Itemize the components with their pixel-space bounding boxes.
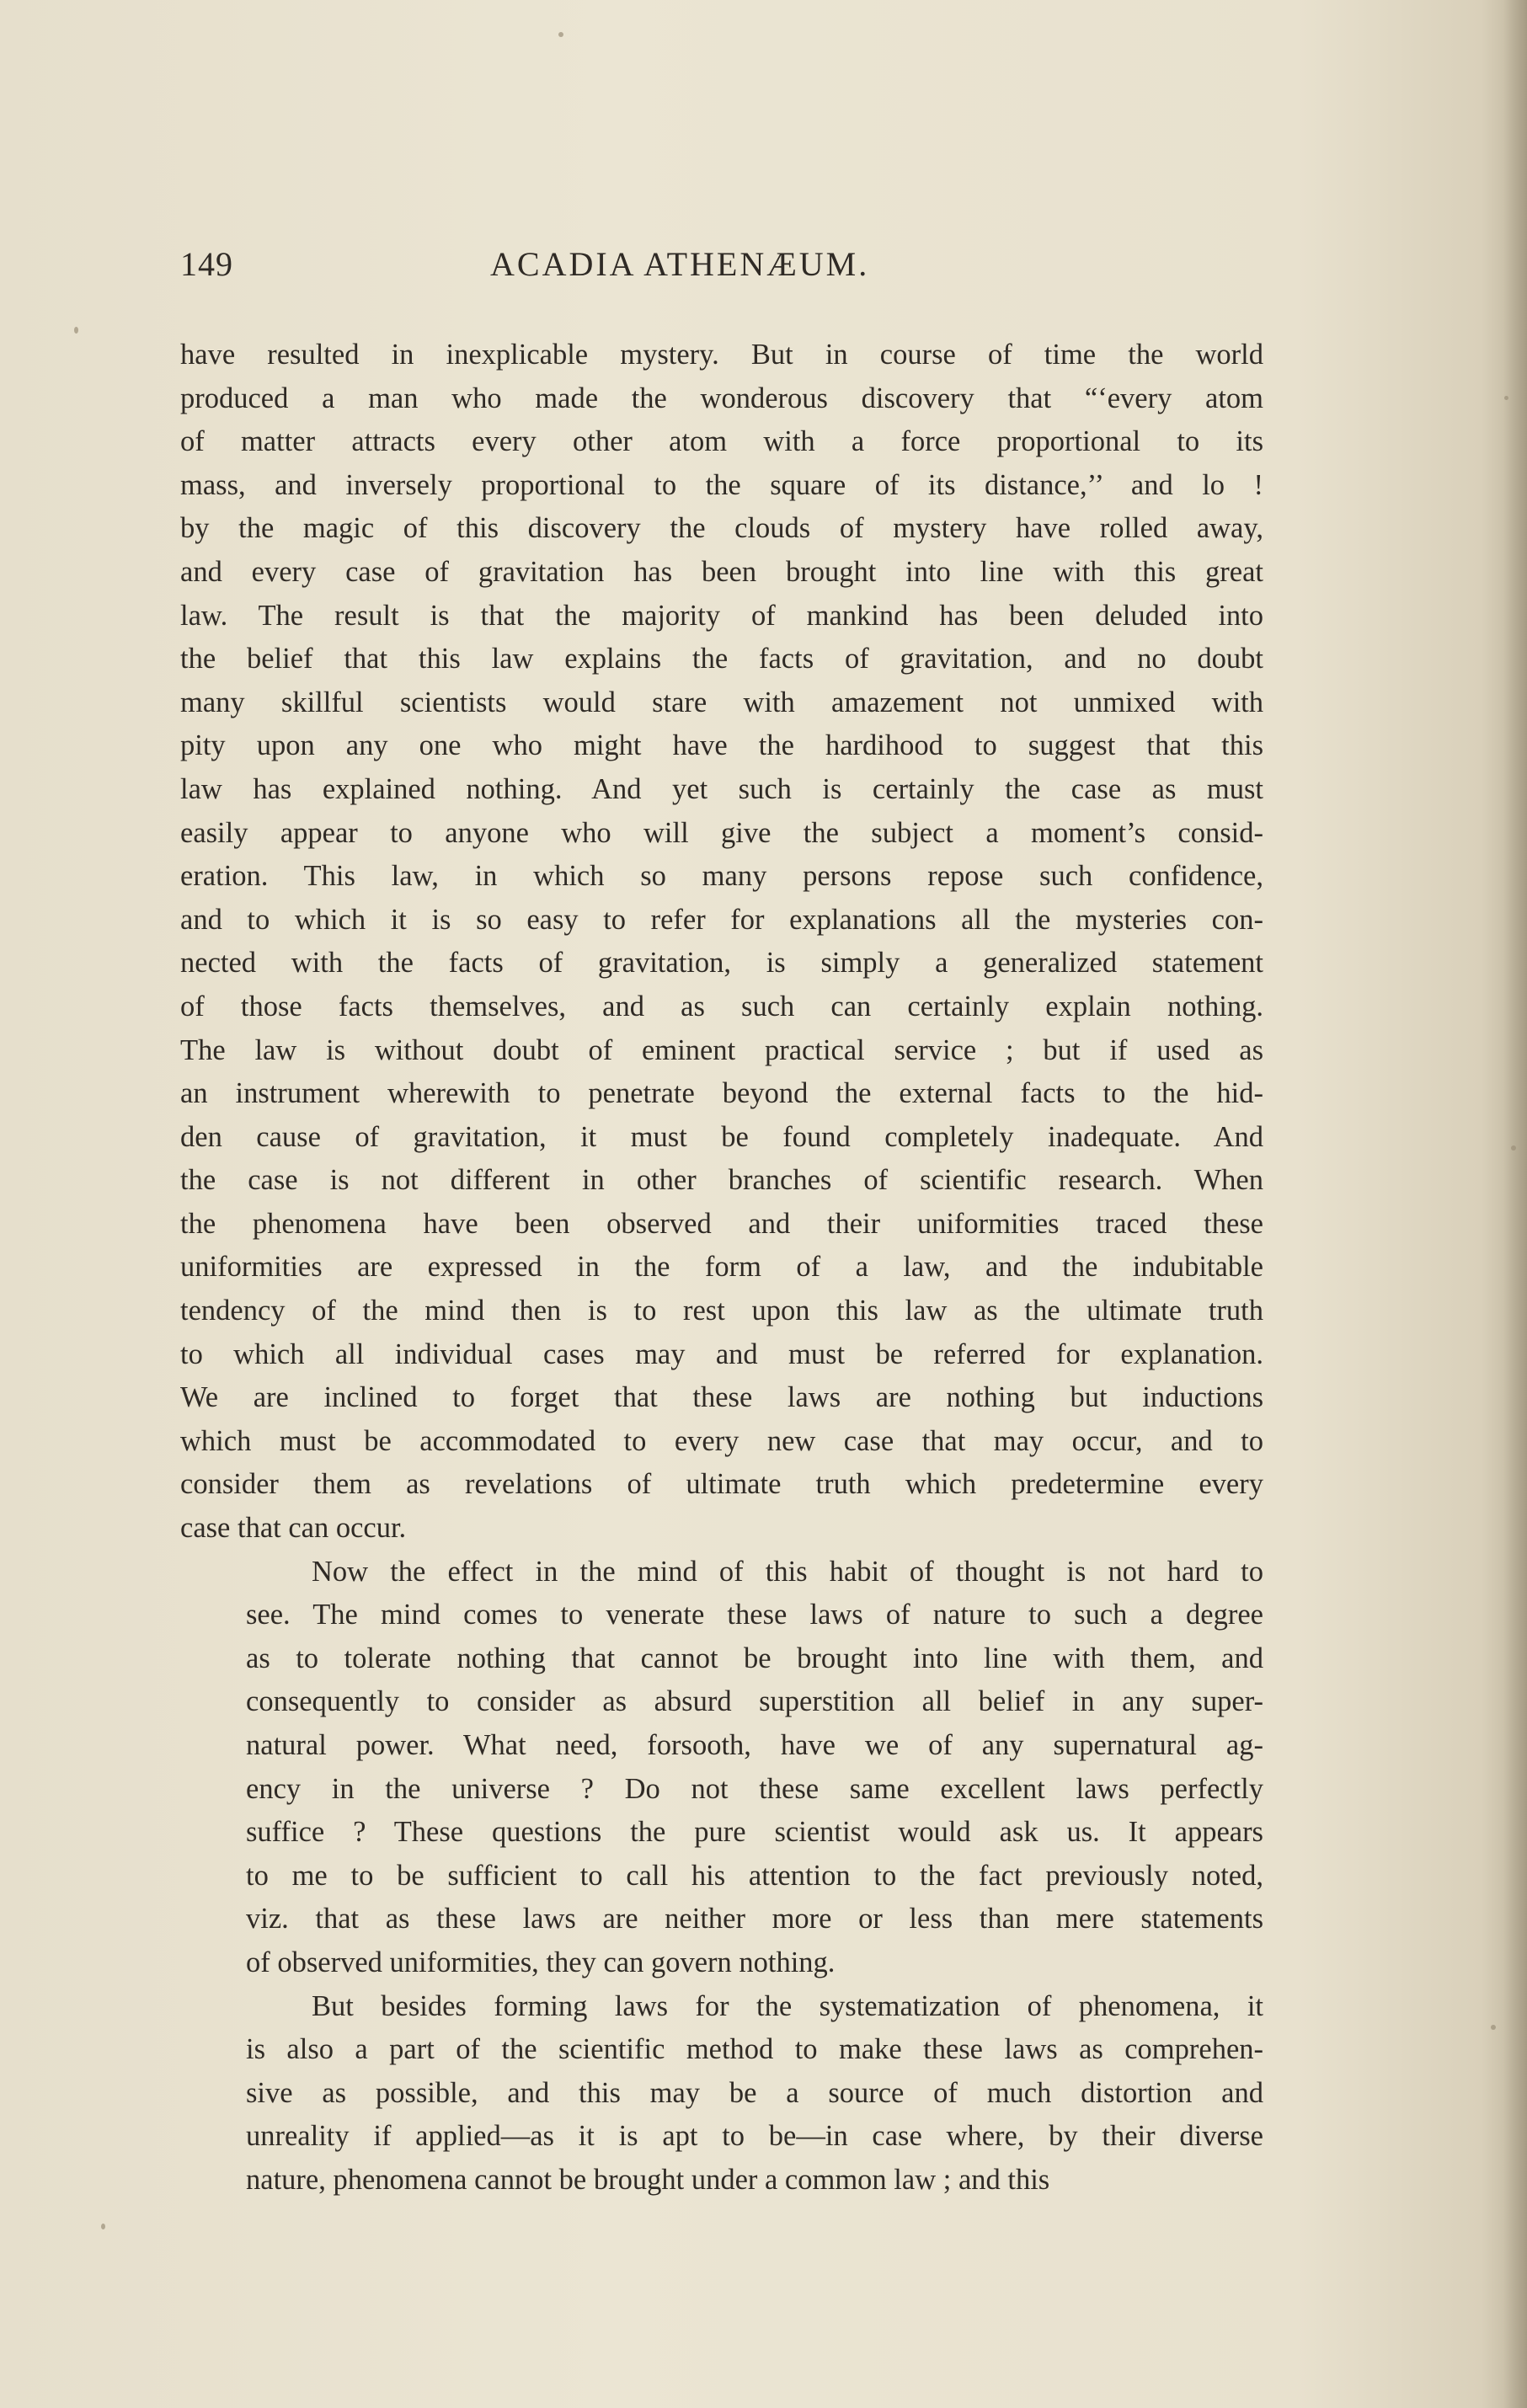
text-line: as to tolerate nothing that cannot be brought into line with them, and [246, 1642, 1263, 1674]
text-line: consequently to consider as absurd superstition all belief in any super- [246, 1685, 1263, 1718]
text-line: to which all individual cases may and must be referred for explanation. [180, 1337, 1263, 1370]
text-line: tendency of the mind then is to rest upon this law as the ultimate truth [180, 1295, 1263, 1327]
text-line: The law is without doubt of eminent practical service ; but if used as [180, 1033, 1263, 1066]
paragraph [180, 1985, 1263, 2202]
page-edge-shadow [1503, 0, 1527, 2408]
text-line: by the magic of this discovery the clouds of mystery have rolled away, [180, 512, 1263, 545]
paragraph [180, 334, 1263, 1551]
text-line: We are inclined to forget that these laws are nothing but inductions [180, 1381, 1263, 1414]
paper-speck [558, 32, 563, 37]
text-line: nected with the facts of gravitation, is simply a generalized statement [180, 947, 1263, 980]
text-line: and every case of gravitation has been brought into line with this great [180, 555, 1263, 588]
text-line: easily appear to anyone who will give the subject a moment’s consid- [180, 816, 1263, 849]
text-line: sive as possible, and this may be a source of much distortion and [246, 2076, 1263, 2109]
paper-speck [101, 2224, 105, 2229]
text-line: nature, phenomena cannot be brought under a common law ; and this [246, 2163, 1050, 2196]
text-line: of those facts themselves, and as such can certainly explain nothing. [180, 990, 1263, 1022]
text-line: case that can occur. [180, 1512, 407, 1545]
text-line: natural power. What need, forsooth, have we of any supernatural ag- [246, 1729, 1263, 1761]
text-line: the case is not different in other branches of scientific research. When [180, 1164, 1263, 1197]
text-line: But besides forming laws for the systematization of phenomena, it [312, 1989, 1263, 2022]
text-line: den cause of gravitation, it must be found completely inadequate. And [180, 1120, 1263, 1153]
text-line: law has explained nothing. And yet such is certainly the case as must [180, 772, 1263, 805]
text-line: eration. This law, in which so many persons repose such confidence, [180, 860, 1263, 893]
running-title: ACADIA ATHENÆUM. [490, 245, 870, 283]
text-line: mass, and inversely proportional to the square of its distance,’’ and lo ! [180, 468, 1263, 501]
paper-speck [1511, 1145, 1516, 1151]
paper-speck [74, 327, 78, 334]
body-text [180, 334, 1263, 2202]
text-line: viz. that as these laws are neither more or less than mere statements [246, 1903, 1263, 1935]
text-line: produced a man who made the wonderous discovery that “‘every atom [180, 382, 1263, 414]
text-line: many skillful scientists would stare with amazement not unmixed with [180, 686, 1263, 718]
text-line: and to which it is so easy to refer for explanations all the mysteries con- [180, 903, 1263, 936]
paper-speck [1504, 396, 1508, 400]
text-line: uniformities are expressed in the form of a law, and the indubitable [180, 1251, 1263, 1284]
text-line: which must be accommodated to every new case that may occur, and to [180, 1424, 1263, 1457]
text-line: of observed uniformities, they can govern nothing. [246, 1946, 836, 1978]
text-line: suffice ? These questions the pure scientist would ask us. It appears [246, 1816, 1263, 1849]
paper-speck [1491, 2025, 1496, 2030]
text-line: see. The mind comes to venerate these laws of nature to such a degree [246, 1599, 1263, 1631]
text-line: is also a part of the scientific method to make these laws as comprehen- [246, 2033, 1263, 2066]
text-line: law. The result is that the majority of mankind has been deluded into [180, 599, 1263, 632]
page-number: 149 [180, 245, 233, 283]
text-line: pity upon any one who might have the hardihood to suggest that this [180, 729, 1263, 762]
text-line: Now the effect in the mind of this habit of thought is not hard to [312, 1555, 1263, 1588]
text-line: an instrument wherewith to penetrate beyond the external facts to the hid- [180, 1077, 1263, 1110]
page-header [180, 244, 1267, 295]
text-line: unreality if applied—as it is apt to be—in case where, by their diverse [246, 2120, 1263, 2153]
text-line: to me to be sufficient to call his attention to the fact previously noted, [246, 1859, 1263, 1892]
text-line: the phenomena have been observed and their uniformities traced these [180, 1207, 1263, 1240]
text-line: consider them as revelations of ultimate truth which predetermine every [180, 1468, 1263, 1501]
text-line: have resulted in inexplicable mystery. But in course of time the world [180, 339, 1263, 371]
text-line: of matter attracts every other atom with a force proportional to its [180, 425, 1263, 458]
paragraph [180, 1551, 1263, 1985]
text-line: ency in the universe ? Do not these same excellent laws perfectly [246, 1772, 1263, 1805]
text-line: the belief that this law explains the facts of gravitation, and no doubt [180, 643, 1263, 675]
